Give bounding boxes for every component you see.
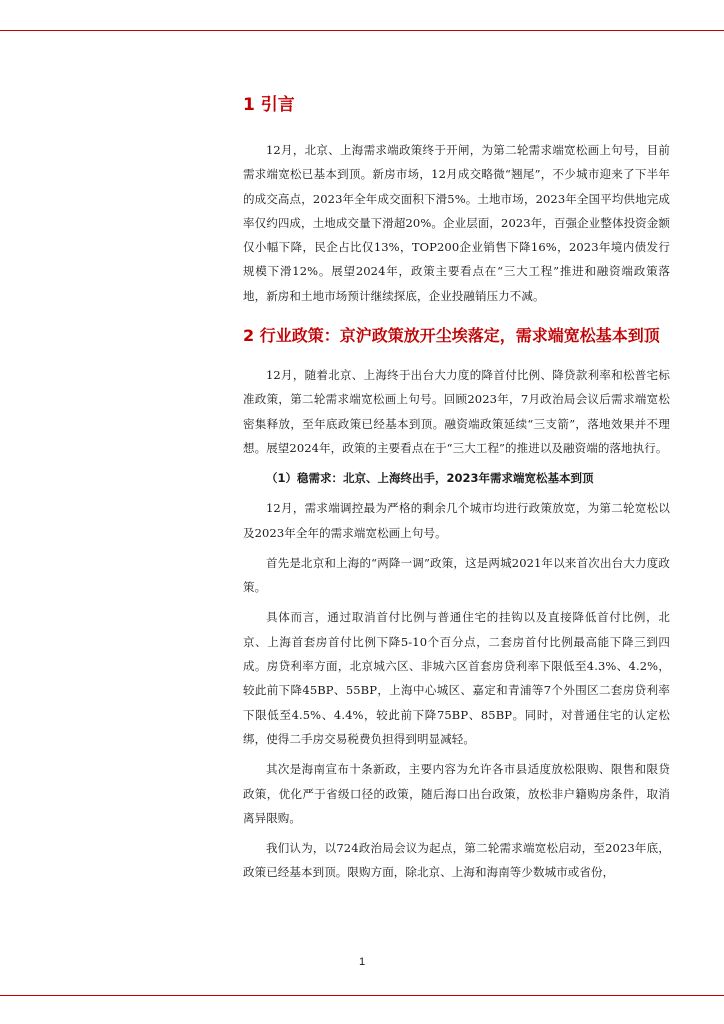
section-2-title: 2 行业政策：京沪政策放开尘埃落定，需求端宽松基本到顶 bbox=[243, 326, 660, 346]
body-paragraph: 其次是海南宣布十条新政，主要内容为允许各市县适度放松限购、限售和限贷政策，优化严于省级口径的政策，随后海口出台政策，放松非户籍购房条件，取消离异限购。 bbox=[243, 762, 670, 825]
section-1-title: 1 引言 bbox=[243, 95, 295, 115]
page-content bbox=[243, 90, 670, 891]
section-1-paragraph: 12月，北京、上海需求端政策终于开闸，为第二轮需求端宽松画上句号，目前需求端宽松已基本到顶。新房市场，12月成交略微“翘尾”，不少城市迎来了下半年的成交高点，2023年全年成交面积下滑5%。土地市场，2023年全国平均供地完成率仅约四成，土地成交量下滑超20%。企业层面，2023年，百强企业整体投资金额仅小幅下降，民企占比仅13%，TOP200企业销售下降16%，2023年境内债发行规模下滑12%。展望2024年，政策主要看点在“三大工程”推进和融资端政策落地，新房和土地市场预计继续探底，企业投融销压力不减。 bbox=[243, 143, 670, 303]
body-paragraph: 12月，需求端调控最为严格的剩余几个城市均进行政策放宽，为第二轮宽松以及2023年全年的需求端宽松画上句号。 bbox=[243, 501, 670, 540]
body-paragraph: 我们认为，以724政治局会议为起点，第二轮需求端宽松启动，至2023年底，政策已经基本到顶。限购方面，除北京、上海和海南等少数城市或省份， bbox=[243, 841, 670, 880]
footer-rule bbox=[0, 995, 724, 996]
body-paragraph: 首先是北京和上海的“两降一调”政策，这是两城2021年以来首次出台大力度政策。 bbox=[243, 555, 670, 595]
header-rule bbox=[0, 30, 724, 31]
body-paragraph: 具体而言，通过取消首付比例与普通住宅的挂钩以及直接降低首付比例，北京、上海首套房首付比例下降5-10个百分点，二套房首付比例最高能下降三到四成。房贷利率方面，北京城六区、非城六区首套房贷利率下限低至4.3%、4.2%，较此前下降45BP、55BP，上海中心城区、嘉定和青浦等7个外围区二套房贷利率下限低至4.5%、4.4%，较此前下降75BP、85BP。同时，对普通住宅的认定松绑，使得二手房交易税费负担得到明显减轻。 bbox=[243, 610, 670, 746]
section-2-intro: 12月，随着北京、上海终于出台大力度的降首付比例、降贷款利率和松普宅标准政策，第二轮需求端宽松画上句号。回顾2023年，7月政治局会议后需求端宽松密集释放，至年底政策已经基本到顶。融资端政策延续“三支箭”，落地效果并不理想。展望2024年，政策的主要看点在于“三大工程”的推进以及融资端的落地执行。 bbox=[243, 368, 670, 455]
subsection-heading: （1）稳需求：北京、上海终出手，2023年需求端宽松基本到顶 bbox=[266, 471, 594, 486]
page-number: 1 bbox=[358, 956, 366, 968]
